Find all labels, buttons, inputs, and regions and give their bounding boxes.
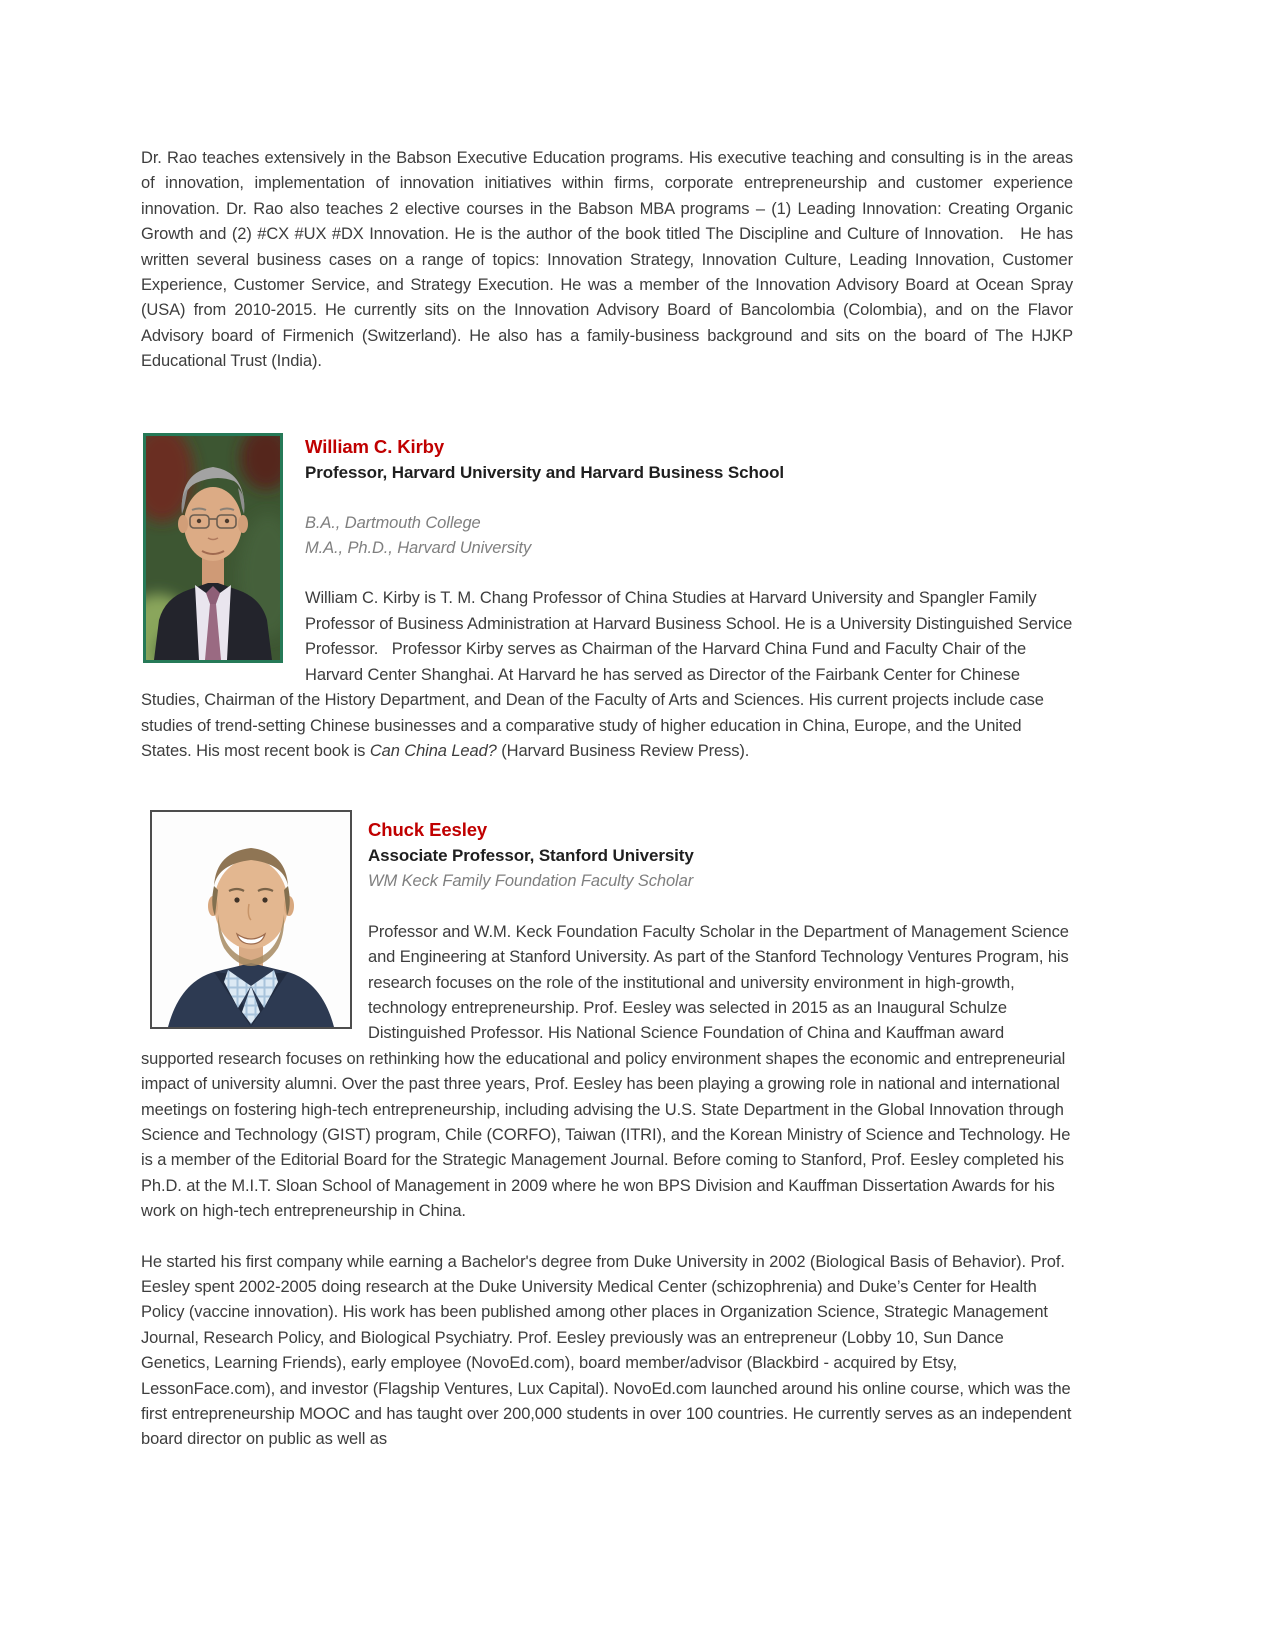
kirby-degree-2: M.A., Ph.D., Harvard University (305, 539, 532, 558)
page-content (141, 146, 1073, 1453)
kirby-profile-section (141, 433, 1073, 765)
rao-paragraph: Dr. Rao teaches extensively in the Babson Executive Education programs. His executive teaching and consulting is in the areas of innovation, implementation of innovation initiatives within firms, corporate entrepreneurship and customer experience innovation. Dr. Rao also teaches 2 elective courses in the Babson MBA programs – (1) Leading Innovation: Creating Organic Growth and (2) #CX #UX #DX Innovation. He is the author of the book titled The Discipline and Culture of Innovation. He has written several business cases on a range of topics: Innovation Strategy, Innovation Culture, Leading Innovation, Customer Experience, Customer Service, and Strategy Execution. He was a member of the Innovation Advisory Board at Ocean Spray (USA) from 2010-2015. He currently sits on the Innovation Advisory Board of Bancolombia (Colombia), and on the Flavor Advisory board of Firmenich (Switzerland). He also has a family-business background and sits on the board of The HJKP Educational Trust (India). (141, 149, 1073, 371)
eesley-name: Chuck Eesley (368, 819, 488, 841)
kirby-portrait-illustration (146, 436, 280, 660)
kirby-degree-1: B.A., Dartmouth College (305, 513, 481, 532)
eesley-profile-section (141, 816, 1073, 1453)
kirby-name: William C. Kirby (305, 435, 445, 457)
eesley-portrait-illustration (152, 812, 350, 1027)
eesley-subtitle: WM Keck Family Foundation Faculty Scholar (368, 872, 694, 891)
eesley-photo (150, 810, 352, 1029)
kirby-photo (143, 433, 283, 663)
eesley-title: Associate Professor, Stanford University (368, 846, 694, 866)
eesley-bio-paragraph-1: Professor and W.M. Keck Foundation Faculty Scholar in the Department of Management Science and Engineering at Stanford University. As part of the Stanford Technology Ventures Program, his research focuses on the role of the institutional and university environment in high-growth, technology entrepreneurship. Prof. Eesley was selected in 2015 as an Inaugural Schulze Distinguished Professor. His National Science Foundation of China and Kauffman award supported research focuses on rethinking how the educational and policy environment shapes the economic and entrepreneurial impact of university alumni. Over the past three years, Prof. Eesley has been playing a growing role in national and international meetings on fostering high-tech entrepreneurship, including advising the U.S. State Department in the Global Innovation through Science and Technology (GIST) program, Chile (CORFO), Taiwan (ITRI), and the Korean Ministry of Science and Technology. He is a member of the Editorial Board for the Strategic Management Journal. Before coming to Stanford, Prof. Eesley completed his Ph.D. at the M.I.T. Sloan School of Management in 2009 where he won BPS Division and Kauffman Dissertation Awards for his work on high-tech entrepreneurship in China. (141, 922, 1071, 1221)
kirby-bio: William C. Kirby is T. M. Chang Professor of China Studies at Harvard University and Spangler Family Professor of Business Administration at Harvard Business School. He is a University Distinguished Service Professor. Professor Kirby serves as Chairman of the Harvard China Fund and Faculty Chair of the Harvard Center Shanghai. At Harvard he has served as Director of the Fairbank Center for Chinese Studies, Chairman of the History Department, and Dean of the Faculty of Arts and Sciences. His current projects include case studies of trend-setting Chinese businesses and a comparative study of higher education in China, Europe, and the United States. His most recent book is Can China Lead? (Harvard Business Review Press). (141, 589, 1073, 760)
kirby-title: Professor, Harvard University and Harvard Business School (305, 462, 784, 482)
eesley-bio-paragraph-2: He started his first company while earning a Bachelor's degree from Duke University in 2002 (Biological Basis of Behavior). Prof. Eesley spent 2002-2005 doing research at the Duke University Medical Center (schizophrenia) and Duke’s Center for Health Policy (vaccine innovation). His work has been published among other places in Organization Science, Strategic Management Journal, Research Policy, and Biological Psychiatry. Prof. Eesley previously was an entrepreneur (Lobby 10, Sun Dance Genetics, Learning Friends), early employee (NovoEd.com), board member/advisor (Blackbird - acquired by Etsy, LessonFace.com), and investor (Flagship Ventures, Lux Capital). NovoEd.com launched around his online course, which was the first entrepreneurship MOOC and has taught over 200,000 students in over 100 countries. He currently serves as an independent board director on public as well as (141, 1252, 1072, 1449)
